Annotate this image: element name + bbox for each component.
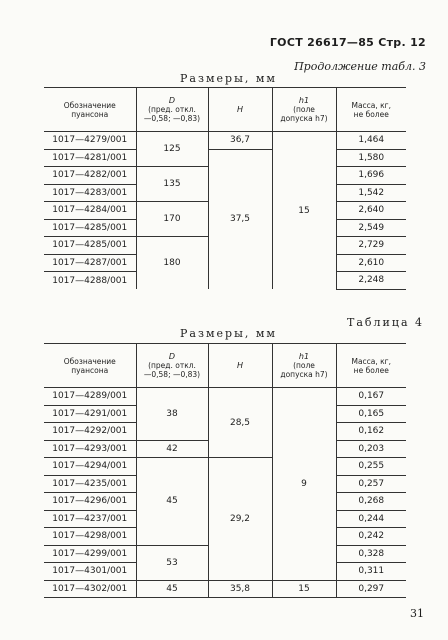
cell-mass: 0,255 — [336, 458, 406, 476]
cell-d: 170 — [136, 202, 208, 237]
table-continuation-label: Продолжение табл. 3 — [294, 60, 426, 73]
cell-d: 180 — [136, 237, 208, 290]
table-row-id: 1017—4296/001 — [44, 493, 136, 511]
cell-h: 37,5 — [208, 149, 272, 289]
table-row-id: 1017—4284/001 — [44, 202, 136, 220]
cell-h: 35,8 — [208, 580, 272, 598]
cell-mass: 1,580 — [336, 149, 406, 167]
cell-mass: 0,162 — [336, 423, 406, 441]
cell-mass: 2,549 — [336, 219, 406, 237]
cell-mass: 0,257 — [336, 475, 406, 493]
table-row-id: 1017—4287/001 — [44, 254, 136, 272]
table-row-id: 1017—4289/001 — [44, 388, 136, 406]
cell-mass: 0,268 — [336, 493, 406, 511]
cell-mass: 0,242 — [336, 528, 406, 546]
col-h1-header: h1 (поле допуска h7) — [272, 88, 336, 132]
cell-mass: 1,464 — [336, 132, 406, 150]
table-row-id: 1017—4288/001 — [44, 272, 136, 290]
table-row-id: 1017—4291/001 — [44, 405, 136, 423]
table4-label: Таблица 4 — [347, 316, 424, 329]
cell-mass: 1,542 — [336, 184, 406, 202]
table-row-id: 1017—4282/001 — [44, 167, 136, 185]
cell-d: 135 — [136, 167, 208, 202]
col-designation-header: Обозначение пуансона — [44, 344, 136, 388]
cell-d: 45 — [136, 580, 208, 598]
cell-mass: 2,610 — [336, 254, 406, 272]
cell-h: 36,7 — [208, 132, 272, 150]
cell-d: 45 — [136, 458, 208, 546]
col-mass-header: Масса, кг, не более — [336, 88, 406, 132]
sizes-label-table4: Размеры, мм — [180, 327, 277, 340]
table-row-id: 1017—4292/001 — [44, 423, 136, 441]
document-header: ГОСТ 26617—85 Стр. 12 — [269, 36, 426, 49]
cell-mass: 0,244 — [336, 510, 406, 528]
cell-mass: 2,640 — [336, 202, 406, 220]
table-row-id: 1017—4235/001 — [44, 475, 136, 493]
table-row-id: 1017—4281/001 — [44, 149, 136, 167]
table-row-id: 1017—4302/001 — [44, 580, 136, 598]
col-mass-header: Масса, кг, не более — [336, 344, 406, 388]
table-row-id: 1017—4301/001 — [44, 563, 136, 581]
table-row-id: 1017—4298/001 — [44, 528, 136, 546]
cell-mass: 0,328 — [336, 545, 406, 563]
cell-h1: 9 — [272, 388, 336, 581]
cell-mass: 0,165 — [336, 405, 406, 423]
table-row-id: 1017—4285/001 — [44, 219, 136, 237]
cell-mass: 0,297 — [336, 580, 406, 598]
cell-mass: 1,696 — [336, 167, 406, 185]
cell-mass: 0,167 — [336, 388, 406, 406]
col-d-header: D (пред. откл. —0,58; —0,83) — [136, 88, 208, 132]
col-h-header: H — [208, 88, 272, 132]
cell-h: 28,5 — [208, 388, 272, 458]
table-row-id: 1017—4293/001 — [44, 440, 136, 458]
table-row-id: 1017—4294/001 — [44, 458, 136, 476]
cell-mass: 2,729 — [336, 237, 406, 255]
sizes-label-table3: Размеры, мм — [180, 72, 277, 85]
table-3 — [44, 87, 406, 290]
table-row-id: 1017—4285/001 — [44, 237, 136, 255]
cell-d: 38 — [136, 388, 208, 441]
cell-h1: 15 — [272, 580, 336, 598]
cell-d: 42 — [136, 440, 208, 458]
cell-mass: 0,311 — [336, 563, 406, 581]
col-h1-header: h1 (поле допуска h7) — [272, 344, 336, 388]
col-h-header: H — [208, 344, 272, 388]
col-designation-header: Обозначение пуансона — [44, 88, 136, 132]
table-row-id: 1017—4299/001 — [44, 545, 136, 563]
cell-mass: 0,203 — [336, 440, 406, 458]
table-row-id: 1017—4279/001 — [44, 132, 136, 150]
cell-h1: 15 — [272, 132, 336, 290]
page-number: 31 — [410, 607, 424, 620]
cell-d: 53 — [136, 545, 208, 580]
col-d-header: D (пред. откл. —0,58; —0,83) — [136, 344, 208, 388]
table-4 — [44, 343, 406, 598]
cell-h: 29,2 — [208, 458, 272, 581]
table-row-id: 1017—4283/001 — [44, 184, 136, 202]
table-row-id: 1017—4237/001 — [44, 510, 136, 528]
cell-mass: 2,248 — [336, 272, 406, 290]
cell-d: 125 — [136, 132, 208, 167]
